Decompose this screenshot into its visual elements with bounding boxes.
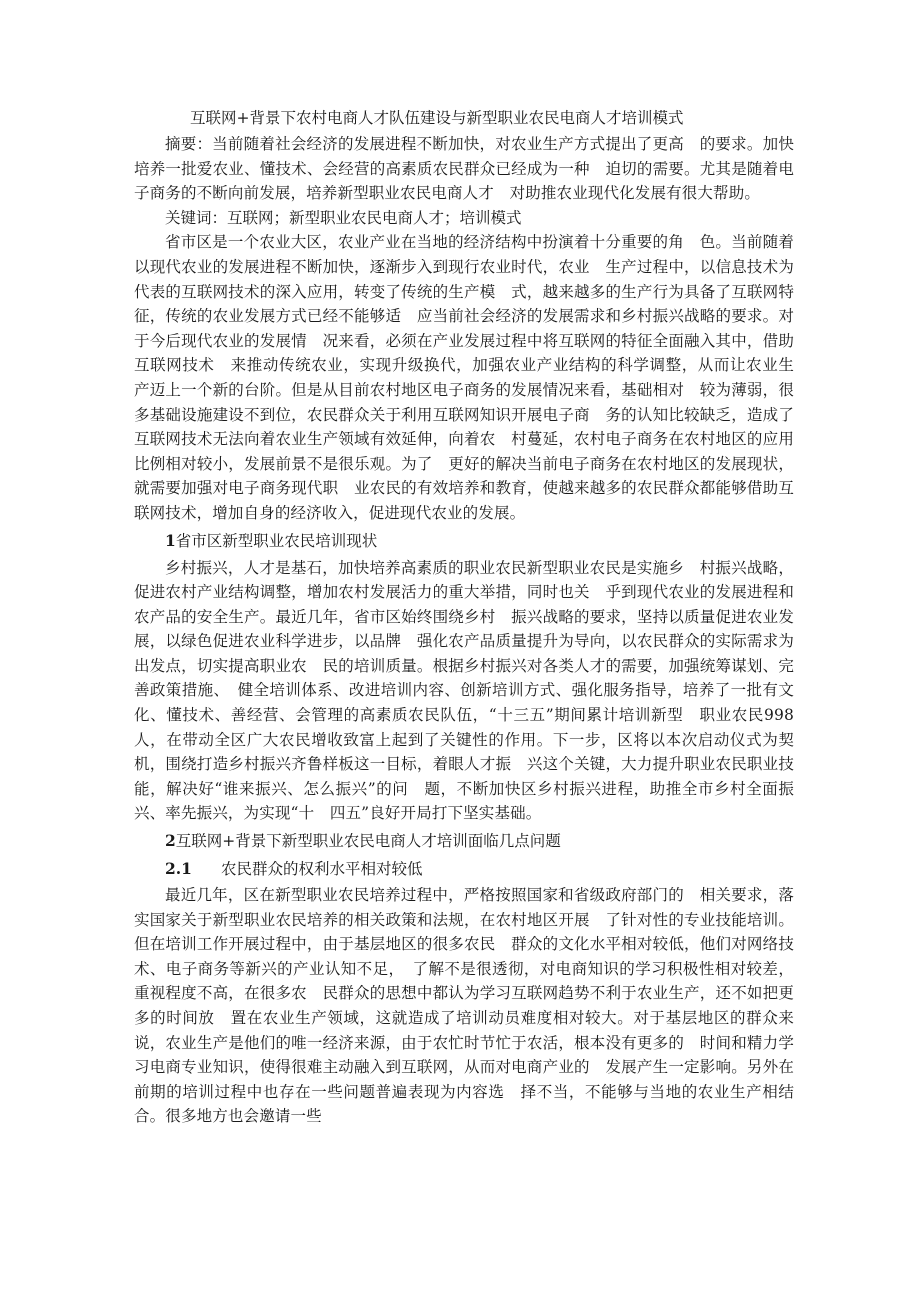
section-2-1-title: 农民群众的权利水平相对较低 — [221, 860, 423, 879]
section-1-heading — [134, 528, 794, 554]
keywords-line: 关键词：互联网；新型职业农民电商人才；培训模式 — [165, 208, 522, 227]
section-2-1-heading — [134, 856, 794, 882]
intro-paragraph: 省市区是一个农业大区，农业产业在当地的经济结构中扮演着十分重要的角 色。当前随着以现代农业的发展进程不断加快，逐渐步入到现行农业时代，农业 生产过程中，以信息技术为代表的互联网技术的深入应用，转变了传统的生产模 式，越来越多的生产行为具备了互联网特征，传统的农业发展方式已经不能够适 应当前社会经济的发展需求和乡村振兴战略的要求。对于今后现代农业的发展情 况来看，必须在产业发展过程中将互联网的特征全面融入其中，借助互联网技术 来推动传统农业，实现升级换代，加强农业产业结构的科学调整，从而让农业生 产迈上一个新的台阶。但是从目前农村地区电子商务的发展情况来看，基础相对 较为薄弱，很多基础设施建设不到位，农民群众关于利用互联网知识开展电子商 务的认知比较缺乏，造成了互联网技术无法向着农业生产领域有效延伸，向着农 村蔓延，农村电子商务在农村地区的应用比例相对较小，发展前景不是很乐观。为了 更好的解决当前电子商务在农村地区的发展现状，就需要加强对电子商务现代职 业农民的有效培养和教育，使越来越多的农民群众都能够借助互联网技术，增加自身的经济收入，促进现代农业的发展。 — [134, 233, 810, 522]
section-1-number: 1 — [165, 530, 176, 550]
section-2-1-body: 最近几年，区在新型职业农民培养过程中，严格按照国家和省级政府部门的 相关要求，落实国家关于新型职业农民培养的相关政策和法规，在农村地区开展 了针对性的专业技能培训。但在培训工作开展过程中，由于基层地区的很多农民 群众的文化水平相对较低，他们对网络技术、电子商务等新兴的产业认知不足， 了解不是很透彻，对电商知识的学习积极性相对较差，重视程度不高，在很多农 民群众的思想中都认为学习互联网趋势不利于农业生产，还不如把更多的时间放 置在农业生产领域，这就造成了培训动员难度相对较大。对于基层地区的群众来 说，农业生产是他们的唯一经济来源，由于农忙时节忙于农活，根本没有更多的 时间和精力学习电商专业知识，使得很难主动融入到互联网，从而对电商产业的 发展产生一定影响。另外在前期的培训过程中也存在一些问题普遍表现为内容选 择不当，不能够与当地的农业生产相结合。很多地方也会邀请一些 — [134, 886, 810, 1126]
section-2-1-number: 2.1 — [165, 859, 192, 879]
document-page — [134, 106, 810, 1129]
section-2-number: 2 — [165, 831, 176, 851]
abstract-paragraph: 摘要：当前随着社会经济的发展进程不断加快，对农业生产方式提出了更高 的要求。加快培养一批爱农业、懂技术、会经营的高素质农民群众已经成为一种 迫切的需要。尤其是随着电子商务的不断向前发展，培养新型职业农民电商人才 对助推农业现代化发展有很大帮助。 — [134, 135, 794, 203]
section-1-title: 省市区新型职业农民培训现状 — [175, 531, 378, 550]
section-2-heading — [134, 828, 794, 854]
section-1-body: 乡村振兴，人才是基石，加快培养高素质的职业农民新型职业农民是实施乡 村振兴战略，促进农村产业结构调整，增加农村发展活力的重大举措，同时也关 乎到现代农业的发展进程和农产品的安全生产。最近几年，省市区始终围绕乡村 振兴战略的要求，坚持以质量促进农业发展，以绿色促进农业科学进步，以品牌 强化农产品质量提升为导向，以农民群众的实际需求为出发点，切实提高职业农 民的培训质量。根据乡村振兴对各类人才的需要，加强统筹谋划、完善政策措施、 健全培训体系、改进培训内容、创新培训方式、强化服务指导，培养了一批有文 化、懂技术、善经营、会管理的高素质农民队伍，“十三五”期间累计培训新型 职业农民998人，在带动全区广大农民增收致富上起到了关键性的作用。下一步，区将以本次启动仪式为契机，围绕打造乡村振兴齐鲁样板这一目标，着眼人才振 兴这个关键，大力提升职业农民职业技能，解决好“谁来振兴、怎么振兴”的问 题，不断加快区乡村振兴进程，助推全市乡村全面振兴、率先振兴，为实现“十 四五”良好开局打下坚实基础。 — [134, 558, 810, 823]
document-title: 互联网+背景下农村电商人才队伍建设与新型职业农民电商人才培训模式 — [190, 109, 684, 127]
section-2-title: 互联网+背景下新型职业农民电商人才培训面临几点问题 — [175, 832, 561, 851]
